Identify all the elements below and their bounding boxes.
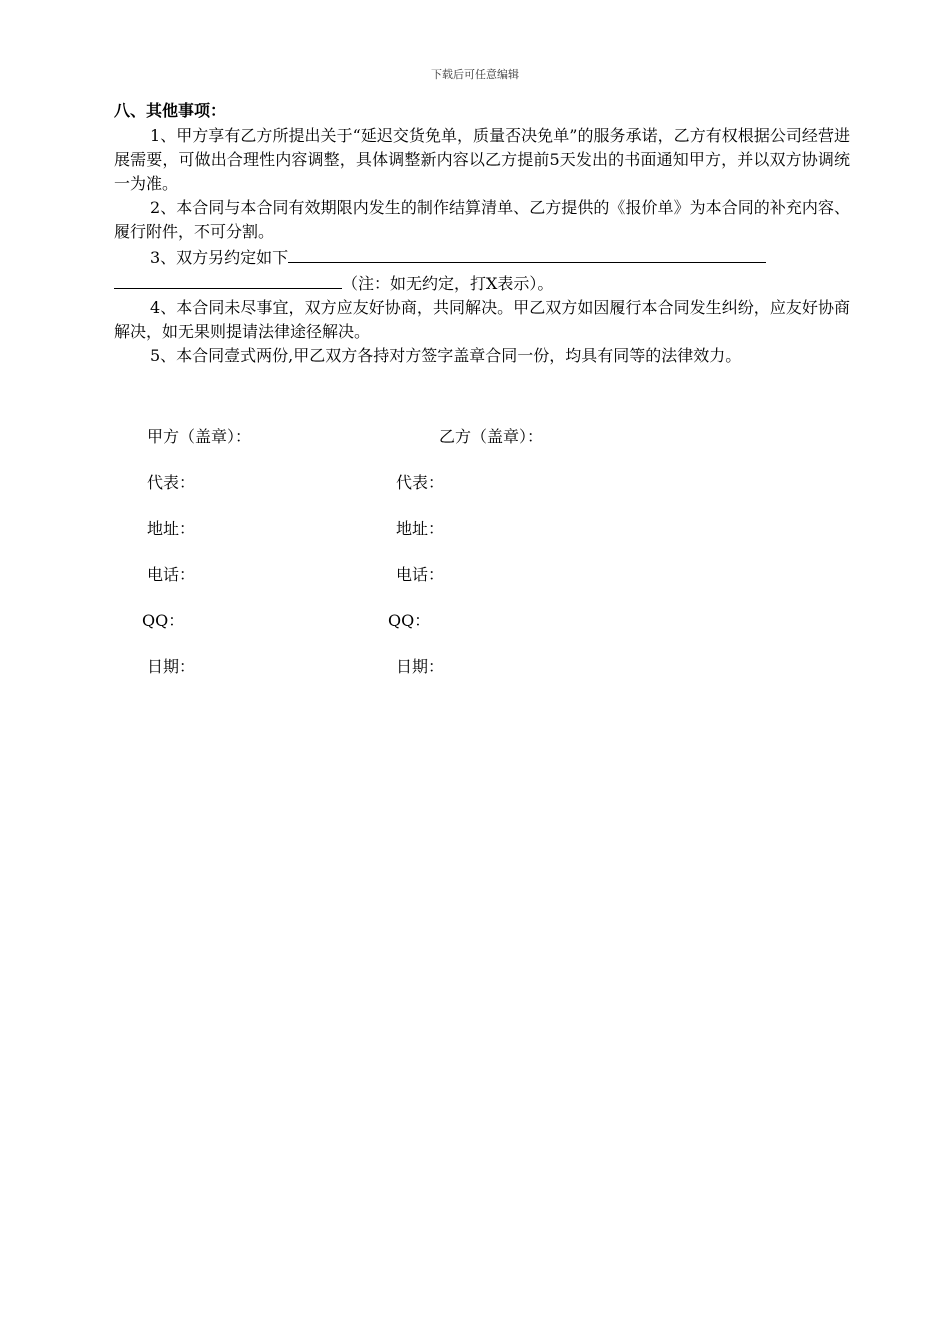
clause-4: 4、本合同未尽事宜，双方应友好协商，共同解决。甲乙双方如因履行本合同发生纠纷，应友好协商解决，如无果则提请法律途径解决。 xyxy=(114,298,850,341)
party-b-phone: 电话： xyxy=(396,565,445,584)
party-a-address: 地址： xyxy=(147,519,196,538)
clause-3 xyxy=(114,244,850,270)
clause-1: 1、甲方享有乙方所提出关于“延迟交货免单，质量否决免单”的服务承诺，乙方有权根据公司经营进展需要，可做出合理性内容调整，具体调整新内容以乙方提前5天发出的书面通知甲方，并以双方协调统一为准。 xyxy=(114,126,850,193)
clause-5: 5、本合同壹式两份,甲乙双方各持对方签字盖章合同一份，均具有同等的法律效力。 xyxy=(150,346,742,365)
party-a-representative: 代表： xyxy=(147,473,196,492)
party-b-qq: QQ： xyxy=(388,611,431,630)
party-a-date: 日期： xyxy=(147,657,196,676)
party-b-title: 乙方（盖章）： xyxy=(439,427,544,446)
clause-2: 2、本合同与本合同有效期限内发生的制作结算清单、乙方提供的《报价单》为本合同的补充内容、履行附件，不可分割。 xyxy=(114,198,850,241)
party-a-phone: 电话： xyxy=(147,565,196,584)
clause-3-continuation xyxy=(114,270,850,296)
party-b-representative: 代表： xyxy=(396,473,445,492)
clause-3-text: 3、双方另约定如下 xyxy=(150,248,289,267)
clause-3-note: （注：如无约定，打X表示）。 xyxy=(342,274,554,293)
party-a-title: 甲方（盖章）： xyxy=(147,427,252,446)
clause-3-blank-line xyxy=(288,244,766,263)
page-header: 下载后可任意编辑 xyxy=(431,68,519,81)
party-b-address: 地址： xyxy=(396,519,445,538)
party-b-date: 日期： xyxy=(396,657,445,676)
section-title: 八、其他事项： xyxy=(114,101,227,120)
clause-3-blank-line-2 xyxy=(114,270,342,289)
party-a-qq: QQ： xyxy=(142,611,185,630)
document-body xyxy=(114,98,850,368)
